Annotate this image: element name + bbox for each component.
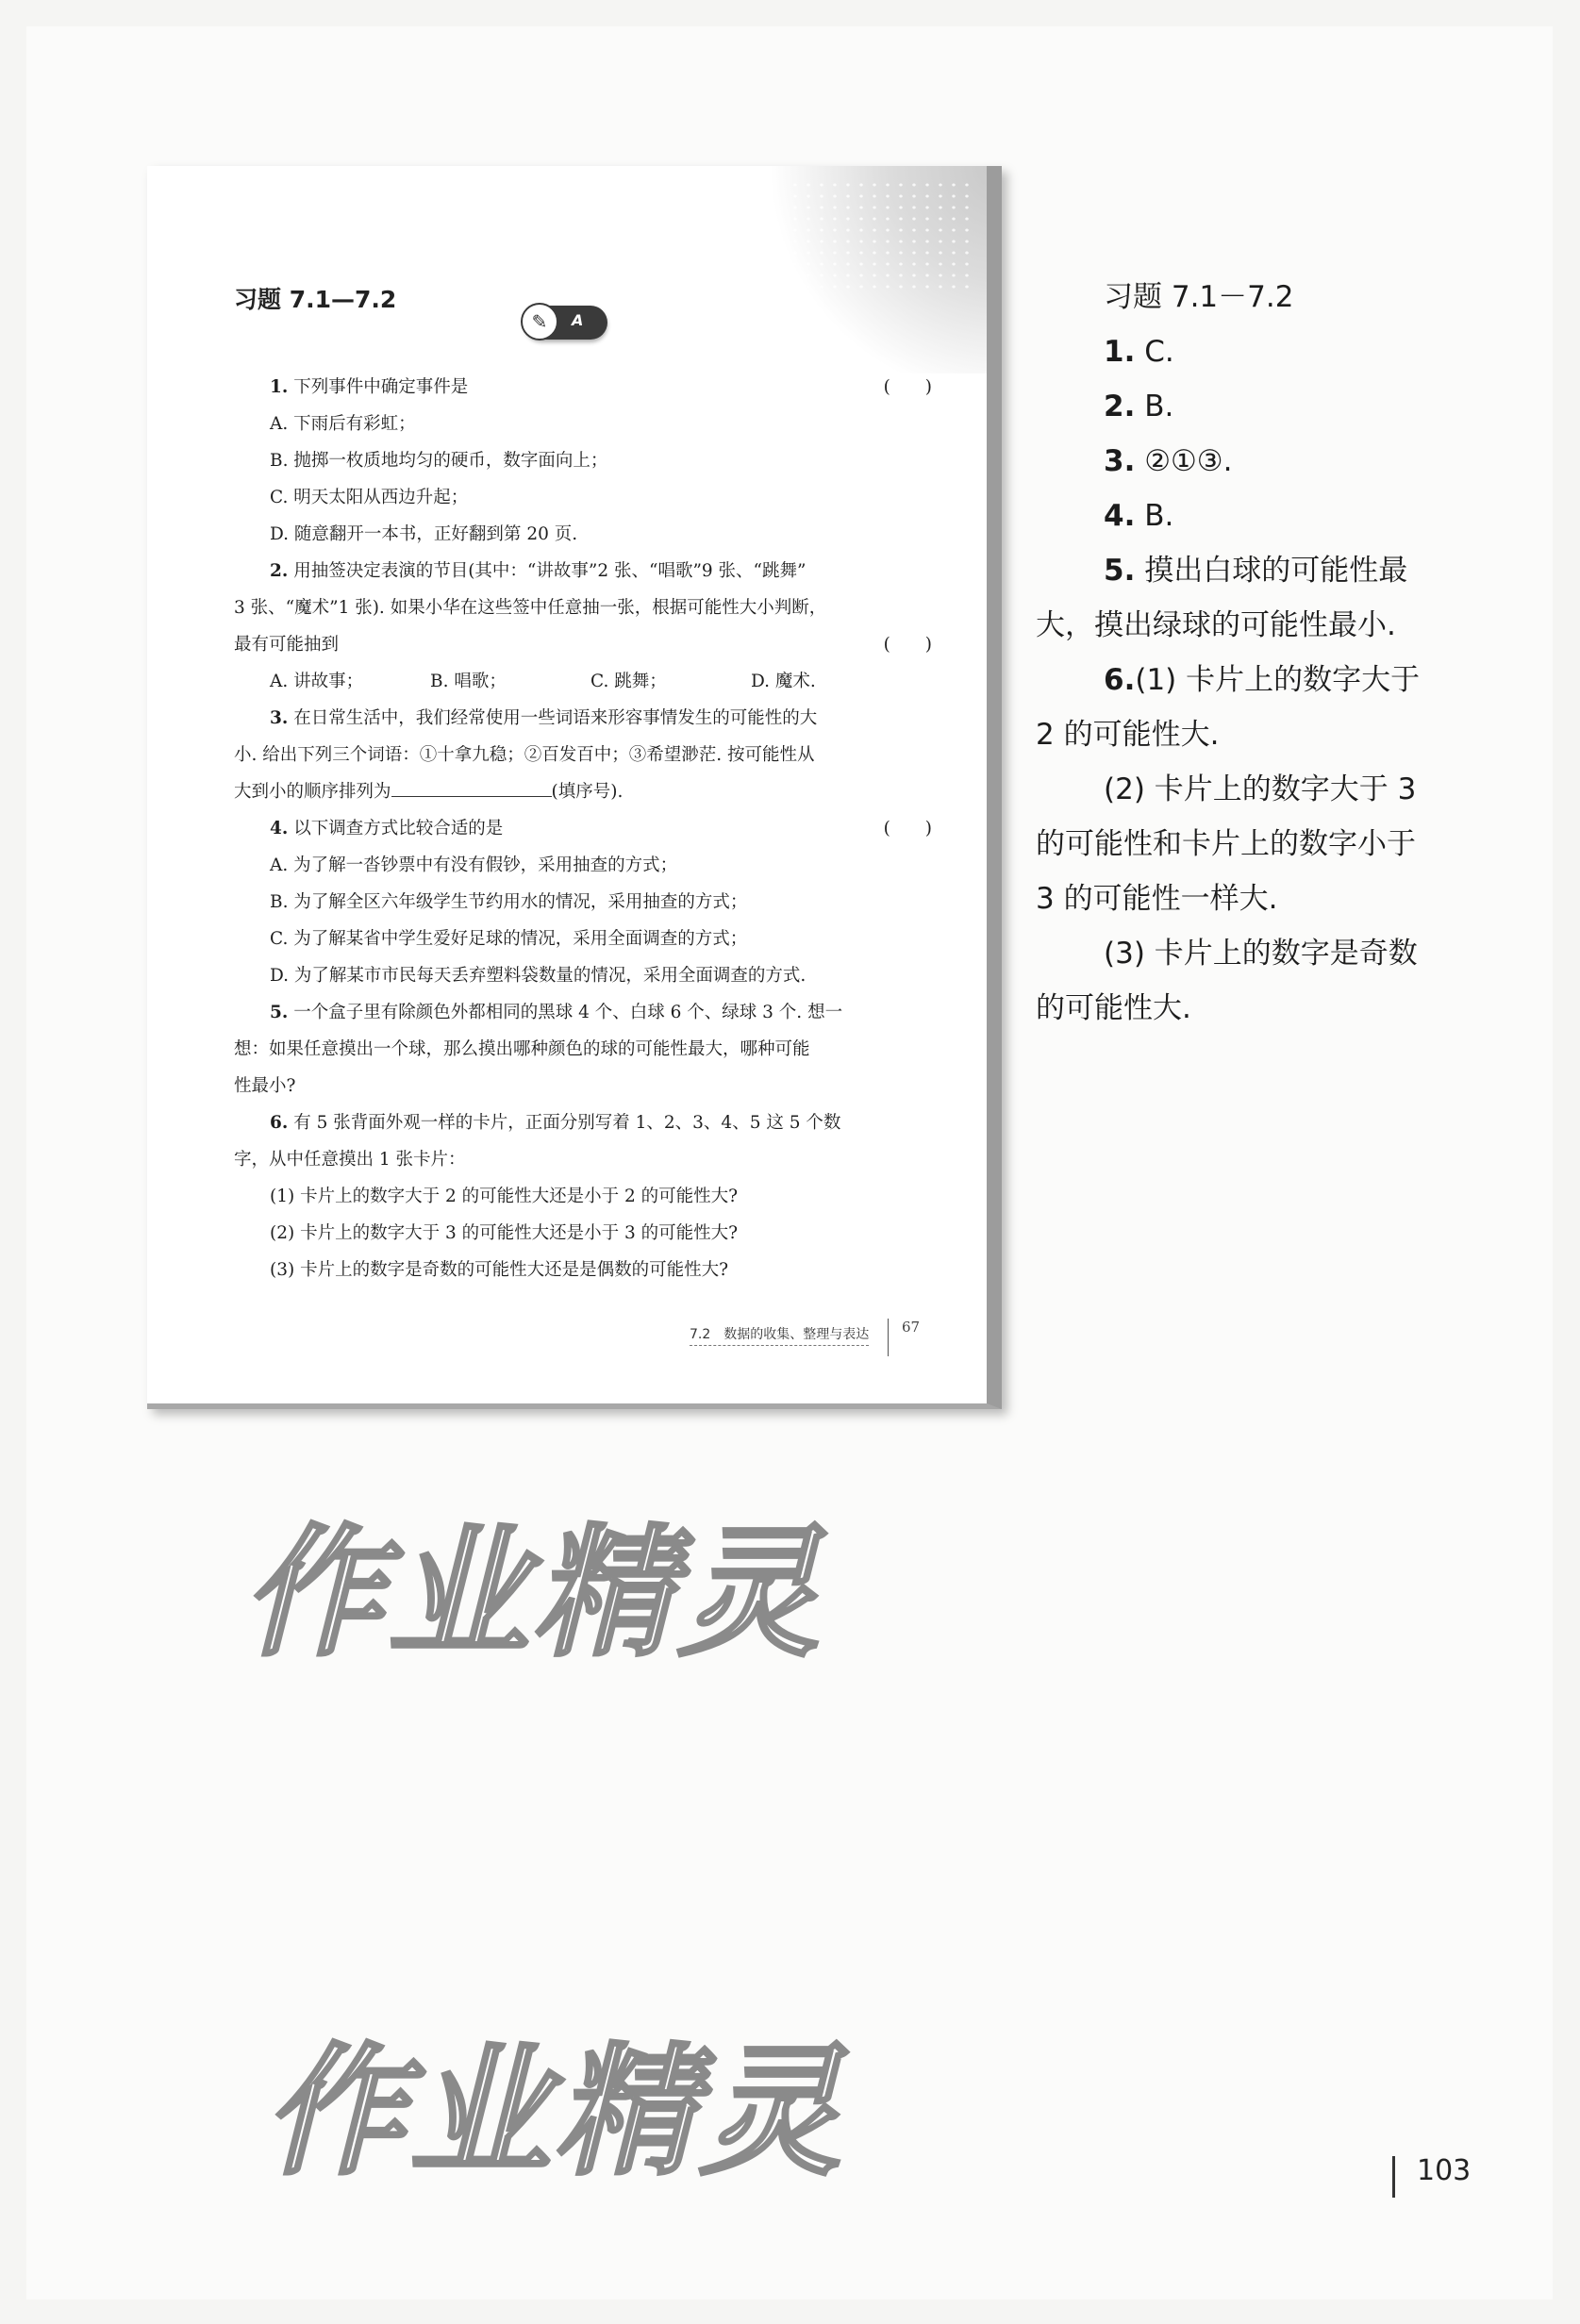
fill-in-blank	[391, 777, 552, 797]
question-number: 5.	[270, 1003, 289, 1022]
answer-bracket: ( )	[883, 819, 932, 838]
question-6-line-2: 字，从中任意摸出 1 张卡片：	[234, 1150, 466, 1170]
question-4-option-d: D. 为了解某市市民每天丢弃塑料袋数量的情况，采用全面调查的方式.	[270, 966, 807, 986]
book-page-number: 67	[902, 1319, 921, 1336]
question-6-part-2: (2) 卡片上的数字大于 3 的可能性大还是小于 3 的可能性大?	[270, 1223, 739, 1243]
textbook-page-scan	[147, 166, 1002, 1409]
document-sheet	[26, 26, 1553, 2299]
answer-6-1-line-1: 6.(1) 卡片上的数字大于	[1104, 663, 1421, 697]
question-3-line-1: 3. 在日常生活中，我们经常使用一些词语来形容事情发生的可能性的大	[270, 708, 818, 728]
answer-6-2-line-3: 3 的可能性一样大.	[1036, 882, 1278, 916]
question-1-option-a: A. 下雨后有彩虹；	[270, 414, 416, 434]
question-2-line-3: 最有可能抽到 ( )	[234, 626, 932, 663]
answer-6-2-line-2: 的可能性和卡片上的数字小于	[1036, 827, 1416, 861]
answer-2: 2. B.	[1104, 390, 1174, 423]
answer-4: 4. B.	[1104, 499, 1174, 533]
answer-column	[1036, 270, 1479, 1036]
question-number: 3.	[270, 708, 289, 728]
pencil-notebook-icon: ✎	[521, 303, 558, 340]
question-5-line-3: 性最小?	[234, 1076, 296, 1096]
question-3-line-2: 小. 给出下列三个词语：①十拿九稳；②百发百中；③希望渺茫. 按可能性从	[234, 745, 815, 765]
answer-bracket: ( )	[883, 635, 932, 655]
question-5-line-2: 想：如果任意摸出一个球，那么摸出哪种颜色的球的可能性最大，哪种可能	[234, 1039, 810, 1059]
question-2-options	[234, 663, 932, 700]
question-2-option-a: A. 讲故事；	[270, 672, 364, 691]
question-6-part-3: (3) 卡片上的数字是奇数的可能性大还是是偶数的可能性大?	[270, 1260, 729, 1280]
question-2-option-b: B. 唱歌；	[430, 672, 507, 691]
question-list	[234, 369, 932, 1288]
question-number: 6.	[270, 1113, 289, 1133]
question-6-part-1: (1) 卡片上的数字大于 2 的可能性大还是小于 2 的可能性大?	[270, 1187, 739, 1206]
watermark-top: 作业精灵	[233, 1512, 857, 1676]
footer-divider	[888, 1319, 889, 1356]
question-2-option-c: C. 跳舞；	[590, 672, 667, 691]
answer-3: 3. ②①③.	[1104, 444, 1233, 478]
section-footer: 7.2 数据的收集、整理与表达	[690, 1324, 869, 1346]
level-badge	[524, 306, 607, 340]
level-letter: A	[572, 311, 584, 329]
question-6-line-1: 6. 有 5 张背面外观一样的卡片，正面分别写着 1、2、3、4、5 这 5 个数	[270, 1113, 841, 1133]
corner-dots-decoration	[789, 179, 977, 292]
answer-6-2-line-1: (2) 卡片上的数字大于 3	[1104, 772, 1417, 806]
answer-5-line-2: 大，摸出绿球的可能性最小.	[1036, 608, 1396, 642]
question-5-line-1: 5. 一个盒子里有除颜色外都相同的黑球 4 个、白球 6 个、绿球 3 个. 想一	[270, 1003, 843, 1022]
answer-1: 1. C.	[1104, 335, 1174, 369]
page-number: 103	[1417, 2154, 1472, 2187]
question-4-option-a: A. 为了解一沓钞票中有没有假钞，采用抽查的方式；	[270, 855, 678, 875]
answer-6-1-line-2: 2 的可能性大.	[1036, 718, 1220, 752]
question-4-option-b: B. 为了解全区六年级学生节约用水的情况，采用抽查的方式；	[270, 892, 748, 912]
exercise-title: 习题 7.1—7.2	[234, 286, 397, 313]
question-2-line-2: 3 张、“魔术”1 张). 如果小华在这些签中任意抽一张，根据可能性大小判断，	[234, 598, 827, 618]
question-number: 1.	[270, 377, 289, 397]
page-number-divider	[1392, 2156, 1395, 2198]
answer-6-3-line-2: 的可能性大.	[1036, 991, 1191, 1025]
answer-title: 习题 7.1－7.2	[1104, 280, 1294, 314]
question-4-option-c: C. 为了解某省中学生爱好足球的情况，采用全面调查的方式；	[270, 929, 748, 949]
question-4-stem: 4. 以下调查方式比较合适的是 ( )	[234, 810, 932, 847]
question-1-option-d: D. 随意翻开一本书，正好翻到第 20 页.	[270, 524, 578, 544]
answer-6-3-line-1: (3) 卡片上的数字是奇数	[1104, 937, 1418, 971]
answer-bracket: ( )	[883, 377, 932, 397]
question-2-line-1: 2. 用抽签决定表演的节目(其中：“讲故事”2 张、“唱歌”9 张、“跳舞”	[270, 561, 807, 581]
question-1-option-c: C. 明天太阳从西边升起；	[270, 488, 469, 507]
question-1-option-b: B. 抛掷一枚质地均匀的硬币，数字面向上；	[270, 451, 608, 471]
answer-5-line-1: 5. 摸出白球的可能性最	[1104, 554, 1408, 588]
question-number: 4.	[270, 819, 289, 838]
question-2-option-d: D. 魔术.	[751, 672, 816, 691]
watermark-bottom: 作业精灵	[255, 2031, 878, 2195]
question-number: 2.	[270, 561, 289, 581]
question-1-stem: 1. 下列事件中确定事件是 ( )	[234, 369, 932, 406]
question-3-line-3: 大到小的顺序排列为 (填序号).	[234, 773, 932, 810]
